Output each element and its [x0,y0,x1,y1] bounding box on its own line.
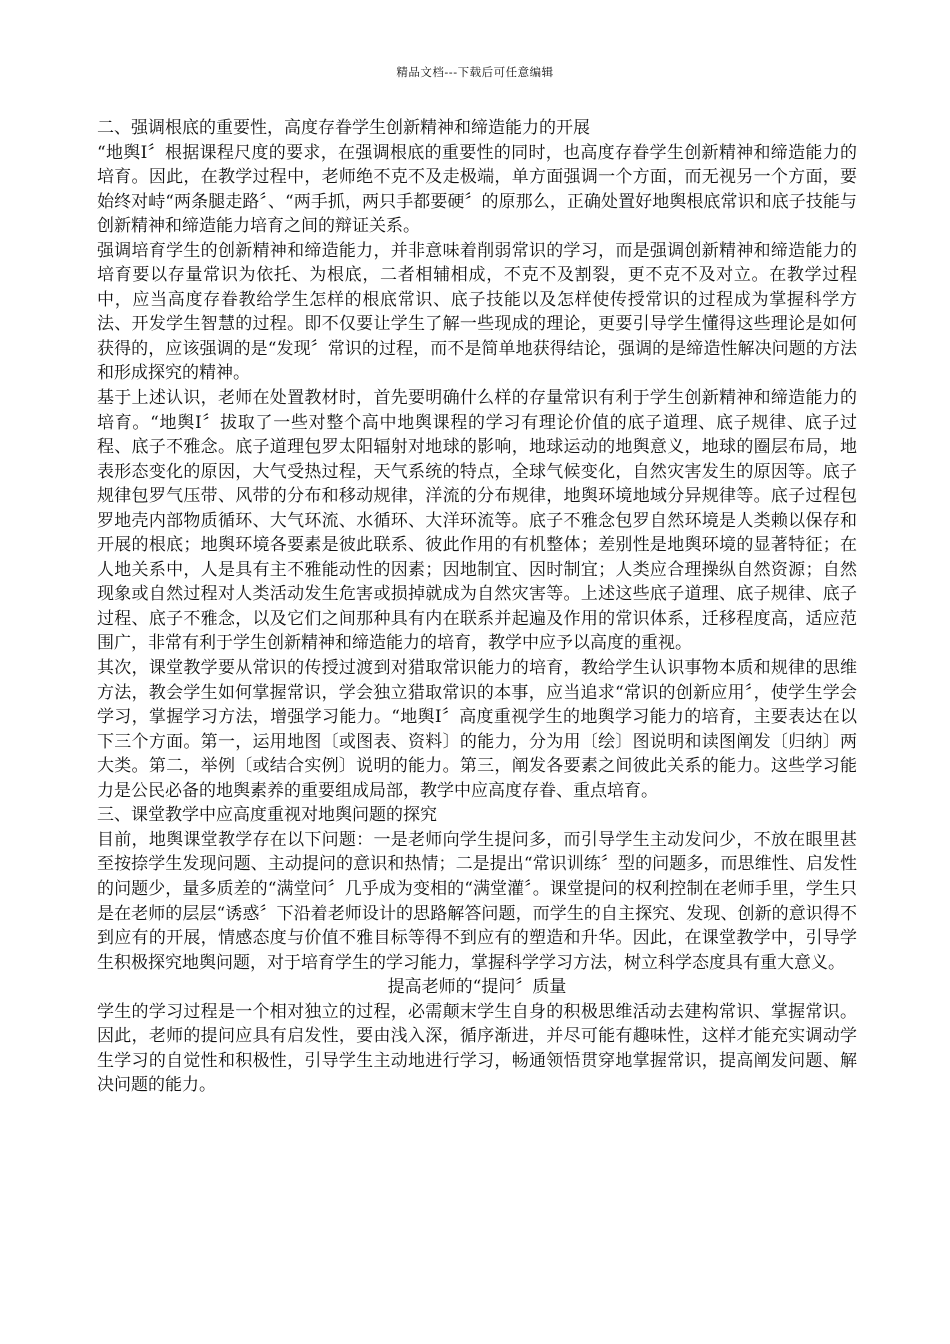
paragraph: 其次，课堂教学要从常识的传授过渡到对猎取常识能力的培育，教给学生认识事物本质和规律的思维方法，教会学生如何掌握常识，学会独立猎取常识的本事，应当追求“常识的创新应用〞，使学生学会学习，掌握学习方法，增强学习能力。“地舆Ⅰ〞高度重视学生的地舆学习能力的培育，主要表达在以下三个方面。第一，运用地图〔或图表、资料〕的能力，分为用〔绘〕图说明和读图阐发〔归纳〕两大类。第二，举例〔或结合实例〕说明的能力。第三，阐发各要素之间彼此关系的能力。这些学习能力是公民必备的地舆素养的重要组成局部，教学中应高度存眷、重点培育。 [97,658,857,801]
section-heading-2: 二、强调根底的重要性，高度存眷学生创新精神和缔造能力的开展 [97,118,590,138]
paragraph: “地舆Ⅰ〞根据课程尺度的要求，在强调根底的重要性的同时，也高度存眷学生创新精神和缔造能力的培育。因此，在教学过程中，老师绝不克不及走极端，单方面强调一个方面，而无视另一个方面，要始终对峙“两条腿走路〞、“两手抓，两只手都要硬〞的原那么，正确处置好地舆根底常识和底子技能与创新精神和缔造能力培育之间的辩证关系。 [97,142,857,237]
paragraph: 目前，地舆课堂教学存在以下问题：一是老师向学生提问多，而引导学生主动发问少，不放在眼里甚至按捺学生发现问题、主动提问的意识和热情；二是提出“常识训练〞型的问题多，而思维性、启发性的问题少，量多质差的“满堂问〞几乎成为变相的“满堂灌〞。课堂提问的权利控制在老师手里，学生只是在老师的层层“诱惑〞下沿着老师设计的思路解答问题，而学生的自主探究、发现、创新的意识得不到应有的开展，情感态度与价值不雅目标等得不到应有的塑造和升华。因此，在课堂教学中，引导学生积极探究地舆问题，对于培育学生的学习能力，掌握科学学习方法，树立科学态度具有重大意义。 [97,829,857,973]
page-header: 精品文档---下载后可任意编辑 [396,65,554,79]
paragraph: 基于上述认识，老师在处置教材时，首先要明确什么样的存量常识有利于学生创新精神和缔造能力的培育。“地舆Ⅰ〞拔取了一些对整个高中地舆课程的学习有理论价值的底子道理、底子规律、底子过程、底子不雅念。底子道理包罗太阳辐射对地球的影响，地球运动的地舆意义，地球的圈层布局，地表形态变化的原因，大气受热过程，天气系统的特点，全球气候变化，自然灾害发生的原因等。底子规律包罗气压带、风带的分布和移动规律，洋流的分布规律，地舆环境地域分异规律等。底子过程包罗地壳内部物质循环、大气环流、水循环、大洋环流等。底子不雅念包罗自然环境是人类赖以保存和开展的根底；地舆环境各要素是彼此联系、彼此作用的有机整体；差别性是地舆环境的显著特征；在人地关系中，人是具有主不雅能动性的因素；因地制宜、因时制宜；人类应合理操纵自然资源；自然现象或自然过程对人类活动发生危害或损掉就成为自然灾害等。上述这些底子道理、底子规律、底子过程、底子不雅念，以及它们之间那种具有内在联系并起遍及作用的常识体系，迁移程度高，适应范围广，非常有利于学生创新精神和缔造能力的培育，教学中应予以高度的重视。 [97,388,857,654]
subheading-centered: 提高老师的“提问〞质量 [387,977,567,998]
paragraph: 学生的学习过程是一个相对独立的过程，必需颠末学生自身的积极思维活动去建构常识、掌握常识。因此，老师的提问应具有启发性，要由浅入深，循序渐进，并尽可能有趣味性，这样才能充实调动学生学习的自觉性和积极性，引导学生主动地进行学习，畅通领悟贯穿地掌握常识，提高阐发问题、解决问题的能力。 [97,1001,857,1096]
section-heading-3: 三、课堂教学中应高度重视对地舆问题的探究 [97,805,437,826]
document-body [97,116,857,1098]
paragraph: 强调培育学生的创新精神和缔造能力，并非意味着削弱常识的学习，而是强调创新精神和缔造能力的培育要以存量常识为依托、为根底，二者相辅相成，不克不及割裂，更不克不及对立。在教学过程中，应当高度存眷教给学生怎样的根底常识、底子技能以及怎样使传授常识的过程成为掌握科学方法、开发学生智慧的过程。即不仅要让学生了解一些现成的理论，更要引导学生懂得这些理论是如何获得的，应该强调的是“发现〞常识的过程，而不是简单地获得结论，强调的是缔造性解决问题的方法和形成探究的精神。 [97,240,857,384]
